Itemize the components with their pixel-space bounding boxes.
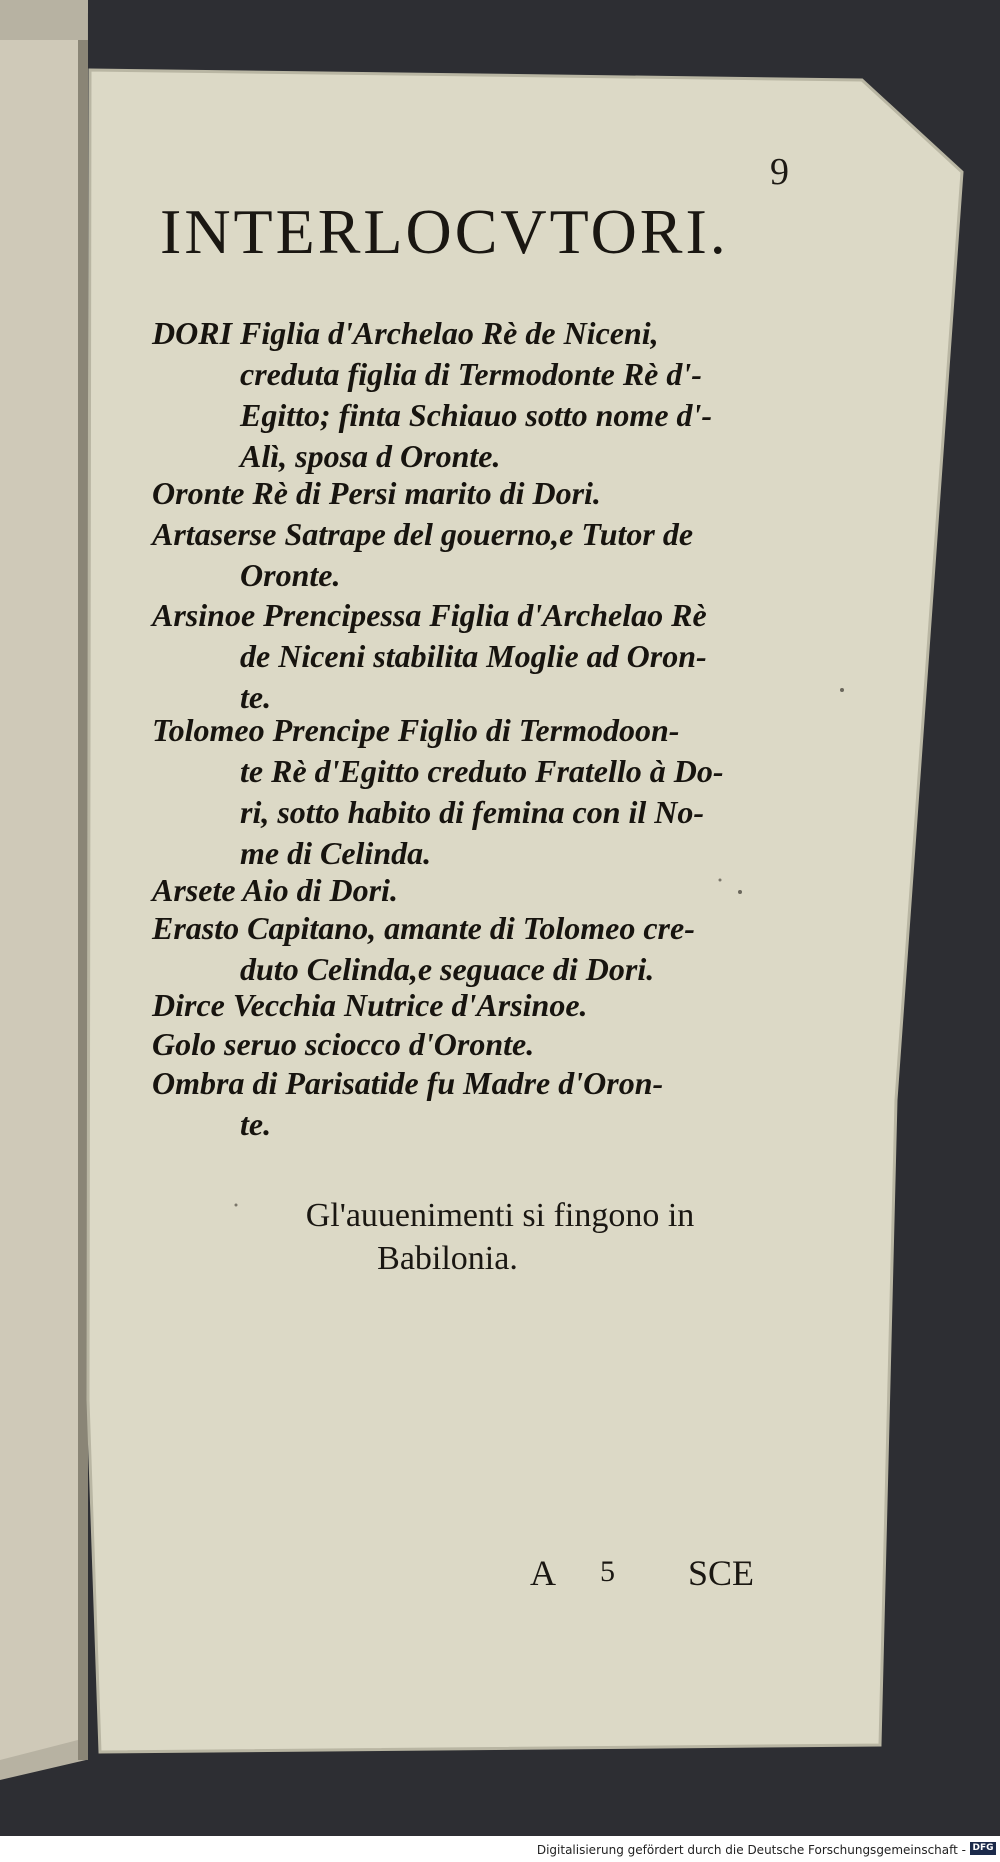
character-entry: Arsinoe Prencipessa Figlia d'Archelao Rè de Niceni stabilita Moglie ad Oron- te. <box>152 597 707 715</box>
digitization-footer <box>0 1836 1000 1862</box>
character-entry: Artaserse Satrape del gouerno,e Tutor de Oronte. <box>152 516 694 593</box>
footer-credit: Digitalisierung gefördert durch die Deutsche Forschungsgemeinschaft - <box>536 1843 966 1857</box>
page-number: 9 <box>770 151 789 193</box>
dfg-logo: DFG <box>970 1842 996 1855</box>
catchword: SCE <box>688 1553 755 1593</box>
character-entry: Ombra di Parisatide fu Madre d'Oron- te. <box>152 1065 664 1142</box>
character-entry: Arsete Aio di Dori. <box>152 872 398 908</box>
signature-letter: A <box>530 1553 556 1593</box>
page-title: INTERLOCVTORI. <box>160 196 729 267</box>
signature-number: 5 <box>600 1555 615 1588</box>
character-entry: Golo seruo sciocco d'Oronte. <box>152 1026 535 1062</box>
character-entry: DORI Figlia d'Archelao Rè de Niceni, creduta figlia di Termodonte Rè d'- Egitto; finta Schiauo sotto nome d'- Alì, sposa d Oronte. <box>152 315 713 474</box>
character-entry: Erasto Capitano, amante di Tolomeo cre- duto Celinda,e seguace di Dori. <box>152 910 695 987</box>
setting-line: Gl'auuenimenti si fingono in <box>305 1197 695 1234</box>
character-entry: Oronte Rè di Persi marito di Dori. <box>152 475 601 511</box>
character-entry: Dirce Vecchia Nutrice d'Arsinoe. <box>152 987 588 1023</box>
setting-line: Babilonia. <box>377 1240 518 1277</box>
character-entry: Tolomeo Prencipe Figlio di Termodoon- te Rè d'Egitto creduto Fratello à Do- ri, sotto habito di femina con il No- me di Celinda. <box>152 712 724 871</box>
